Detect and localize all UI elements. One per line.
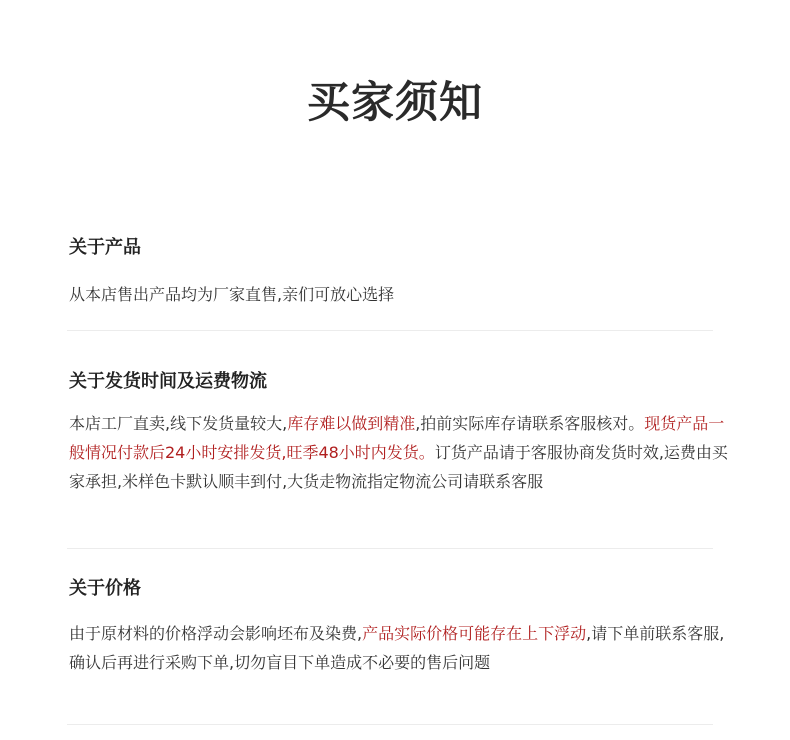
page-title: 买家须知 — [307, 78, 483, 128]
highlight-text: 现货产品一般情况付款后24小时安排发货,旺季48小时内发货。 — [69, 414, 725, 462]
divider — [67, 548, 713, 549]
body-text: 从本店售出产品均为厂家直售,亲们可放心选择 — [69, 285, 395, 304]
body-text: ,拍前实际库存请联系客服核对。 — [415, 414, 645, 433]
body-text: ,请下单前联系客服,确认后再进行采购下单,切勿盲目下单造成不必要的售后问题 — [69, 624, 725, 672]
section-shipping — [69, 370, 729, 496]
divider — [67, 724, 713, 725]
divider — [67, 330, 713, 331]
section-heading: 关于产品 — [69, 237, 141, 258]
section-pricing — [69, 577, 729, 677]
section-heading: 关于价格 — [69, 578, 141, 599]
body-text: 本店工厂直卖,线下发货量较大, — [69, 414, 288, 433]
section-about-product — [69, 236, 729, 309]
body-text: 由于原材料的价格浮动会影响坯布及染费, — [69, 624, 363, 643]
section-body — [69, 619, 729, 677]
body-text: 订货产品请于客服协商发货时效,运费由买家承担,米样色卡默认顺丰到付,大货走物流指定物流公司请联系客服 — [69, 443, 728, 491]
section-heading: 关于发货时间及运费物流 — [69, 371, 267, 392]
highlight-text: 库存难以做到精准 — [287, 414, 416, 433]
section-body — [69, 409, 729, 496]
highlight-text: 产品实际价格可能存在上下浮动 — [362, 624, 587, 643]
section-body — [69, 280, 729, 309]
